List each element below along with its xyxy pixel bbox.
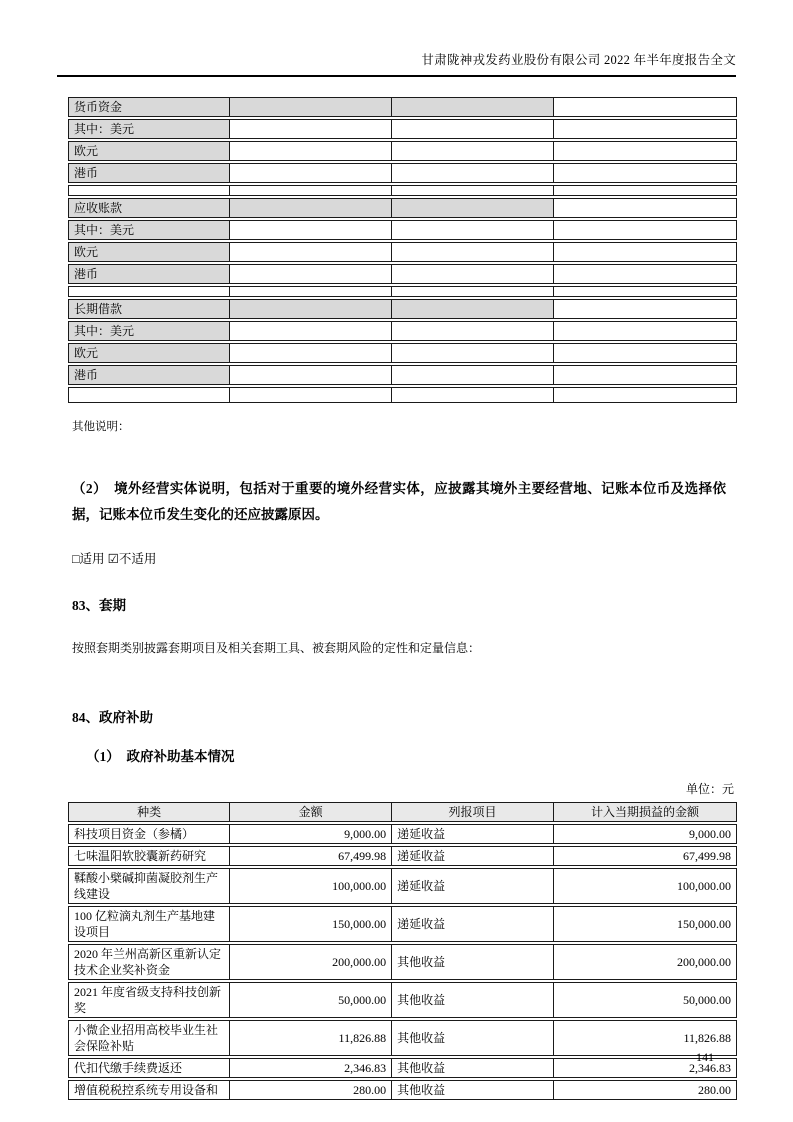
- table-row-eur: [68, 242, 737, 262]
- empty-value-cell: [391, 141, 553, 161]
- empty-value-cell: [391, 387, 553, 403]
- subsidy-type-cell: 代扣代缴手续费返还: [68, 1058, 229, 1078]
- subsidy-type-cell: 2020 年兰州高新区重新认定技术企业奖补资金: [68, 944, 229, 980]
- table-row-blank: [68, 387, 737, 403]
- table-row: [68, 1058, 737, 1078]
- row-label-cell: 长期借款: [68, 299, 229, 319]
- empty-value-cell: [229, 220, 391, 240]
- empty-value-cell: [391, 299, 553, 319]
- pl-amount-cell: 100,000.00: [553, 868, 737, 904]
- empty-value-cell: [229, 242, 391, 262]
- table-row: [68, 982, 737, 1018]
- reporting-item-cell: 递延收益: [391, 906, 553, 942]
- row-label-cell: 港币: [68, 365, 229, 385]
- table-row-blank: [68, 185, 737, 196]
- empty-value-cell: [553, 163, 737, 183]
- pl-amount-cell: 2,346.83: [553, 1058, 737, 1078]
- empty-value-cell: [553, 119, 737, 139]
- table-row: [68, 906, 737, 942]
- amount-cell: 9,000.00: [229, 824, 391, 844]
- section-heading-subsidy: 84、政府补助: [72, 710, 153, 725]
- empty-value-cell: [229, 387, 391, 403]
- empty-value-cell: [391, 198, 553, 218]
- empty-value-cell: [68, 286, 229, 297]
- row-label-cell: 欧元: [68, 343, 229, 363]
- amount-cell: 100,000.00: [229, 868, 391, 904]
- hedging-body-text: 按照套期类别披露套期项目及相关套期工具、被套期风险的定性和定量信息：: [72, 641, 481, 655]
- amount-cell: 50,000.00: [229, 982, 391, 1018]
- empty-value-cell: [229, 198, 391, 218]
- row-label-cell: 港币: [68, 264, 229, 284]
- empty-value-cell: [553, 220, 737, 240]
- row-label-cell: 欧元: [68, 242, 229, 262]
- empty-value-cell: [553, 198, 737, 218]
- reporting-item-cell: 其他收益: [391, 944, 553, 980]
- subsidy-type-cell: 七味温阳软胶囊新药研究: [68, 846, 229, 866]
- government-subsidy-table: [68, 800, 737, 1102]
- empty-value-cell: [391, 365, 553, 385]
- empty-value-cell: [229, 299, 391, 319]
- empty-value-cell: [391, 264, 553, 284]
- empty-value-cell: [391, 242, 553, 262]
- row-label-cell: 货币资金: [68, 97, 229, 117]
- empty-value-cell: [229, 264, 391, 284]
- table-row-accounts-receivable: [68, 198, 737, 218]
- empty-value-cell: [391, 163, 553, 183]
- table-row-usd: [68, 321, 737, 341]
- reporting-item-cell: 递延收益: [391, 846, 553, 866]
- empty-value-cell: [553, 286, 737, 297]
- pl-amount-cell: 11,826.88: [553, 1020, 737, 1056]
- empty-value-cell: [229, 321, 391, 341]
- table-row: [68, 1080, 737, 1100]
- empty-value-cell: [391, 343, 553, 363]
- col-header-reporting-item: 列报项目: [391, 802, 553, 822]
- amount-cell: 280.00: [229, 1080, 391, 1100]
- pl-amount-cell: 67,499.98: [553, 846, 737, 866]
- subsidy-type-cell: 增值税税控系统专用设备和: [68, 1080, 229, 1100]
- empty-value-cell: [229, 343, 391, 363]
- empty-value-cell: [553, 242, 737, 262]
- page-number: 141: [696, 1050, 714, 1064]
- table-header-row: [68, 802, 737, 822]
- subsidy-type-cell: 100 亿粒滴丸剂生产基地建设项目: [68, 906, 229, 942]
- pl-amount-cell: 280.00: [553, 1080, 737, 1100]
- empty-value-cell: [68, 387, 229, 403]
- table-row: [68, 1020, 737, 1056]
- reporting-item-cell: 递延收益: [391, 868, 553, 904]
- row-label-cell: 欧元: [68, 141, 229, 161]
- empty-value-cell: [553, 321, 737, 341]
- reporting-item-cell: 其他收益: [391, 982, 553, 1018]
- pl-amount-cell: 50,000.00: [553, 982, 737, 1018]
- pl-amount-cell: 9,000.00: [553, 824, 737, 844]
- empty-value-cell: [553, 185, 737, 196]
- foreign-entity-clause: （2） 境外经营实体说明，包括对于重要的境外经营实体，应披露其境外主要经营地、记账本位币及选择依据，记账本位币发生变化的还应披露原因。: [72, 481, 726, 522]
- empty-value-cell: [553, 365, 737, 385]
- row-label-cell: 其中：美元: [68, 321, 229, 341]
- col-header-type: 种类: [68, 802, 229, 822]
- document-header: [57, 50, 736, 77]
- subsidy-type-cell: 2021 年度省级支持科技创新奖: [68, 982, 229, 1018]
- subsidy-type-cell: 鞣酸小檗碱抑菌凝胶剂生产线建设: [68, 868, 229, 904]
- foreign-currency-table: [68, 95, 737, 405]
- subsidy-subheading: （1） 政府补助基本情况: [86, 749, 235, 764]
- table-row-eur: [68, 343, 737, 363]
- reporting-item-cell: 其他收益: [391, 1080, 553, 1100]
- empty-value-cell: [229, 163, 391, 183]
- row-label-cell: 其中：美元: [68, 220, 229, 240]
- empty-value-cell: [553, 343, 737, 363]
- table-row: [68, 868, 737, 904]
- table-row-hkd: [68, 163, 737, 183]
- table-row-monetary-funds: [68, 97, 737, 117]
- col-header-current-pl-amount: 计入当期损益的金额: [553, 802, 737, 822]
- reporting-item-cell: 其他收益: [391, 1058, 553, 1078]
- empty-value-cell: [229, 185, 391, 196]
- empty-value-cell: [391, 321, 553, 341]
- empty-value-cell: [391, 220, 553, 240]
- table-row: [68, 824, 737, 844]
- table-row-usd: [68, 119, 737, 139]
- empty-value-cell: [229, 365, 391, 385]
- empty-value-cell: [553, 97, 737, 117]
- table-row-hkd: [68, 365, 737, 385]
- empty-value-cell: [553, 299, 737, 319]
- amount-cell: 200,000.00: [229, 944, 391, 980]
- reporting-item-cell: 递延收益: [391, 824, 553, 844]
- table-row-long-term-loans: [68, 299, 737, 319]
- table-row-blank: [68, 286, 737, 297]
- empty-value-cell: [553, 387, 737, 403]
- empty-value-cell: [391, 97, 553, 117]
- empty-value-cell: [229, 97, 391, 117]
- empty-value-cell: [553, 264, 737, 284]
- table-row-usd: [68, 220, 737, 240]
- empty-value-cell: [553, 141, 737, 161]
- section-heading-hedging: 83、套期: [72, 598, 126, 613]
- empty-value-cell: [229, 286, 391, 297]
- reporting-item-cell: 其他收益: [391, 1020, 553, 1056]
- subsidy-type-cell: 科技项目资金（参橘）: [68, 824, 229, 844]
- table-row-eur: [68, 141, 737, 161]
- amount-cell: 2,346.83: [229, 1058, 391, 1078]
- row-label-cell: 港币: [68, 163, 229, 183]
- other-note-label: 其他说明：: [72, 421, 130, 433]
- table-row: [68, 846, 737, 866]
- empty-value-cell: [391, 119, 553, 139]
- table-row-hkd: [68, 264, 737, 284]
- col-header-amount: 金额: [229, 802, 391, 822]
- amount-cell: 67,499.98: [229, 846, 391, 866]
- empty-value-cell: [229, 141, 391, 161]
- applicability-checkboxes: □适用 ☑不适用: [72, 552, 157, 566]
- report-title: 甘肃陇神戎发药业股份有限公司 2022 年半年度报告全文: [421, 53, 736, 67]
- pl-amount-cell: 200,000.00: [553, 944, 737, 980]
- empty-value-cell: [68, 185, 229, 196]
- empty-value-cell: [391, 185, 553, 196]
- subsidy-type-cell: 小微企业招用高校毕业生社会保险补贴: [68, 1020, 229, 1056]
- pl-amount-cell: 150,000.00: [553, 906, 737, 942]
- unit-label: 单位：元: [685, 782, 734, 796]
- empty-value-cell: [391, 286, 553, 297]
- amount-cell: 11,826.88: [229, 1020, 391, 1056]
- row-label-cell: 其中：美元: [68, 119, 229, 139]
- amount-cell: 150,000.00: [229, 906, 391, 942]
- table-row: [68, 944, 737, 980]
- empty-value-cell: [229, 119, 391, 139]
- row-label-cell: 应收账款: [68, 198, 229, 218]
